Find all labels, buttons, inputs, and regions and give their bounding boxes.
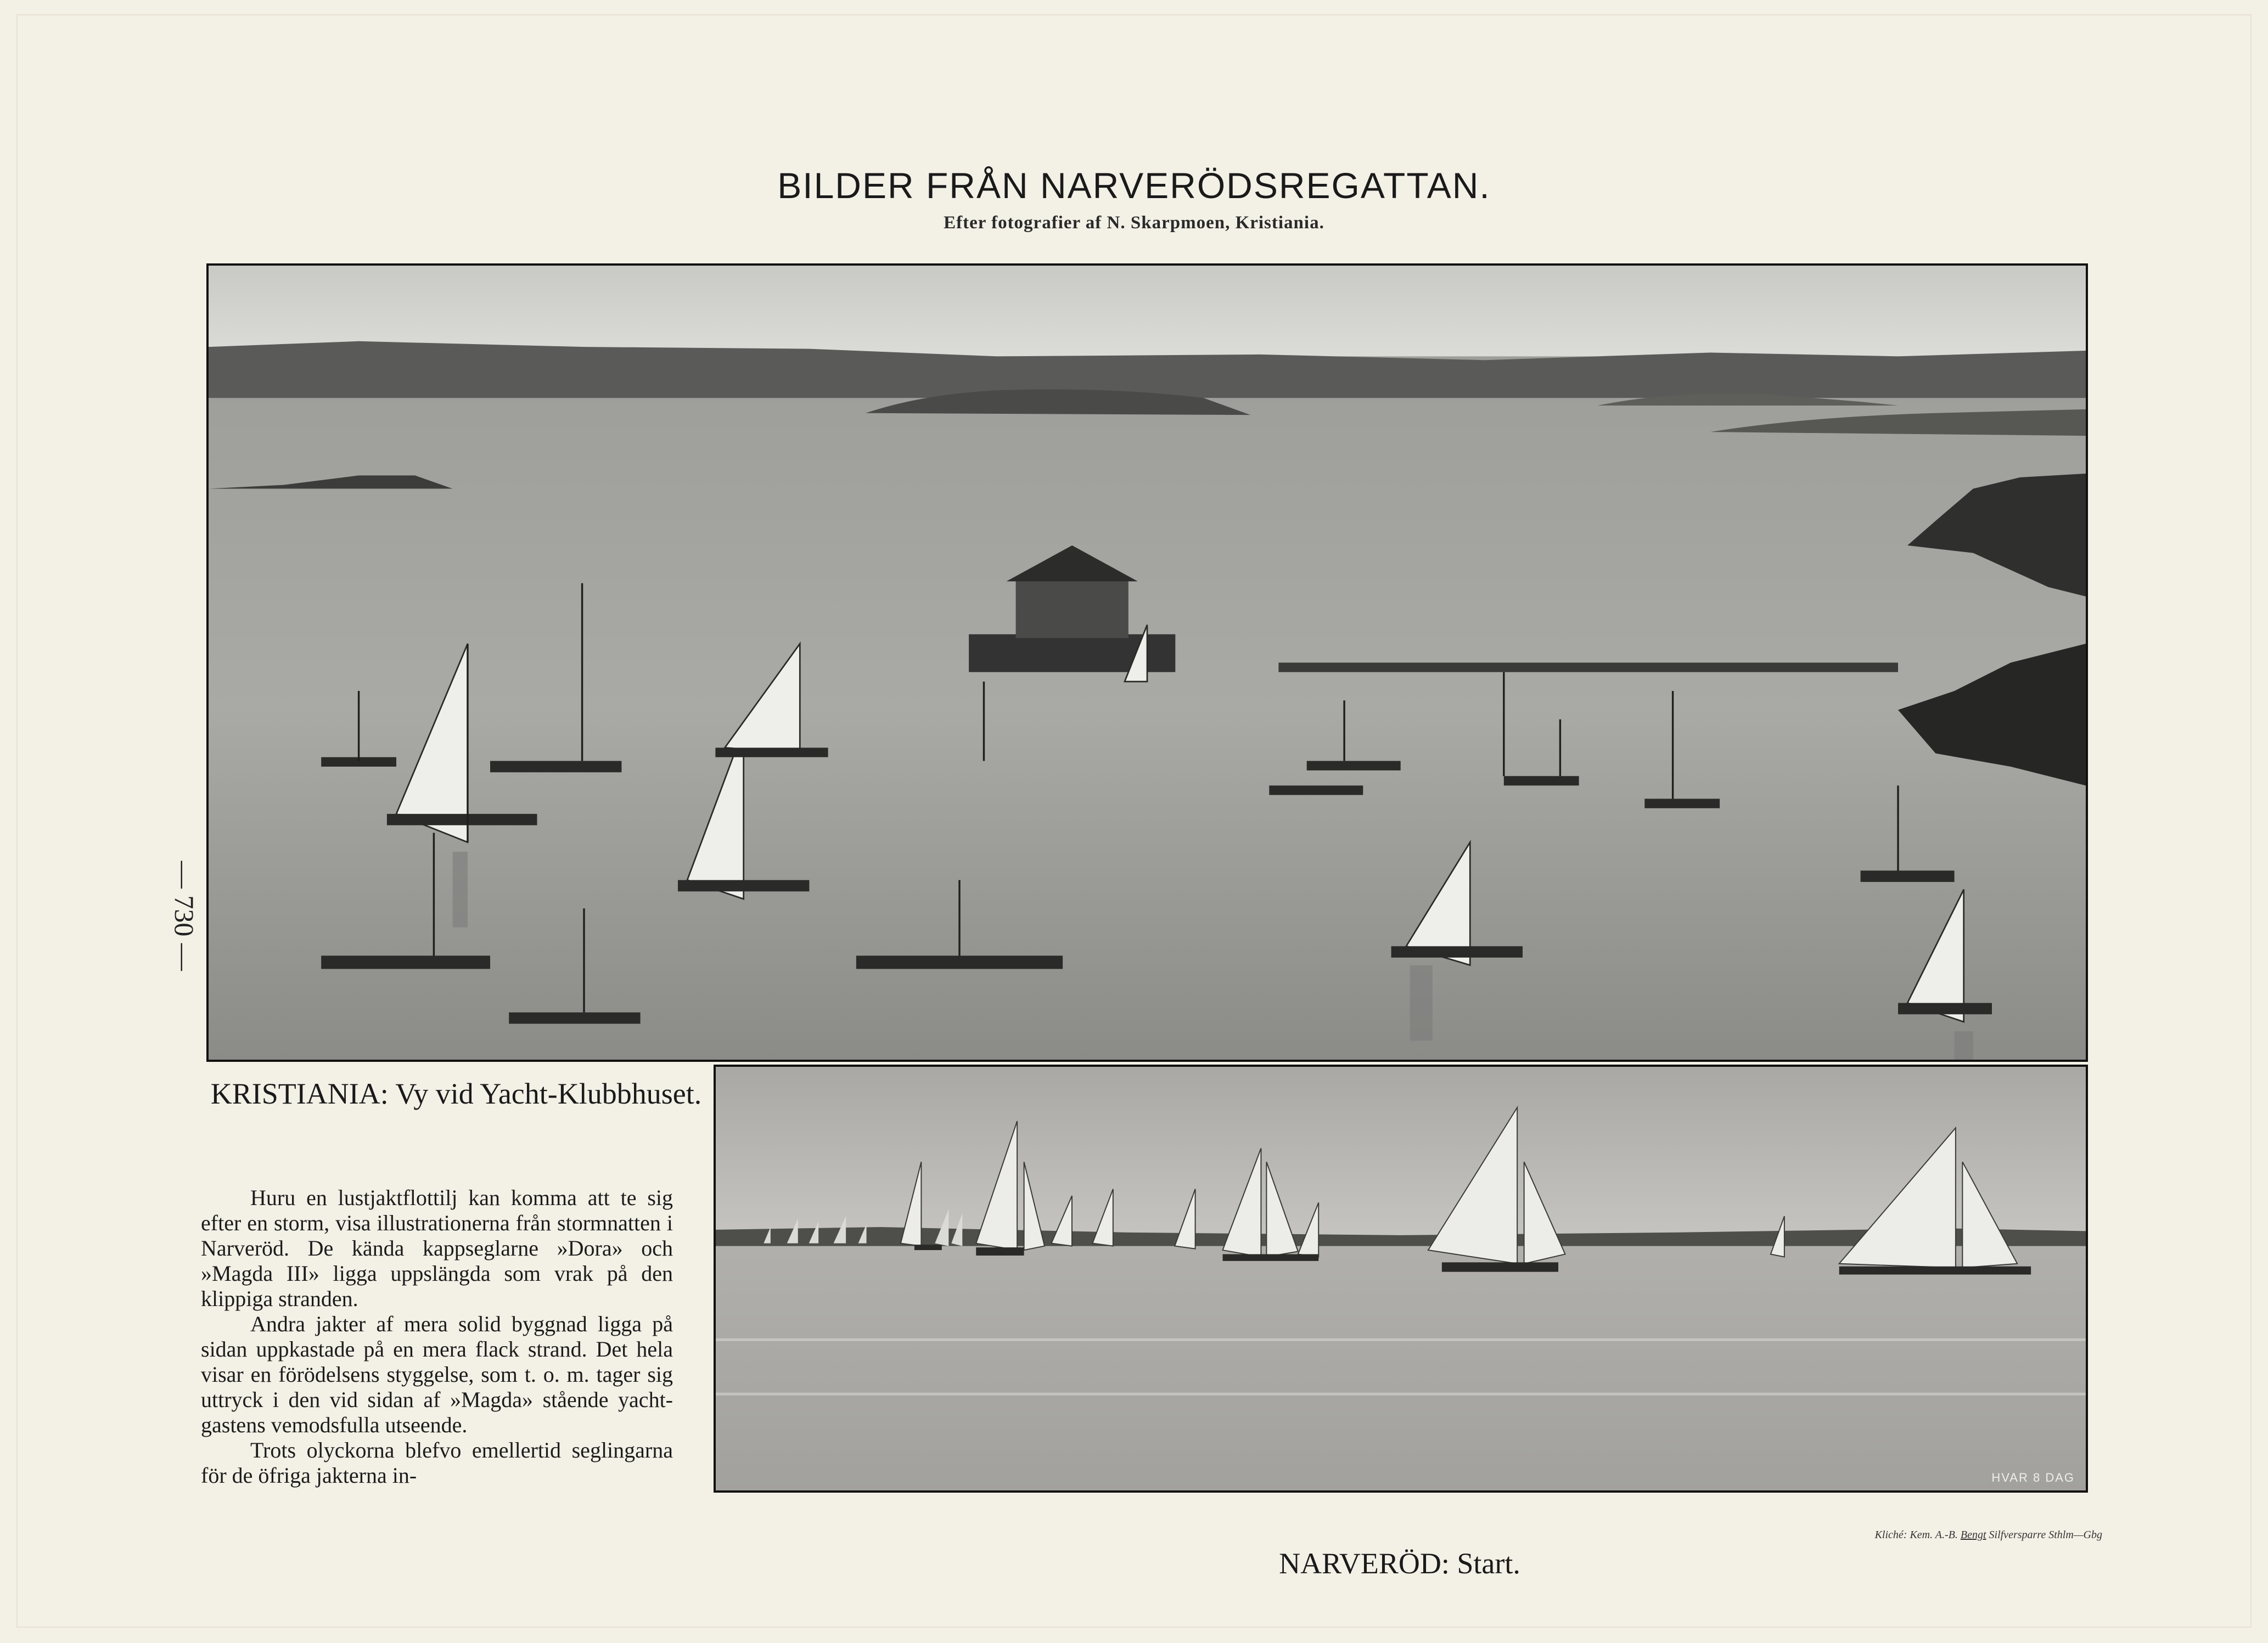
credit-name: Bengt bbox=[1960, 1529, 1986, 1541]
photo-watermark: HVAR 8 DAG bbox=[1991, 1471, 2075, 1484]
article-text bbox=[201, 1185, 673, 1488]
harbour-photo-illustration bbox=[209, 266, 2086, 1060]
page-subtitle: Efter fotografier af N. Skarpmoen, Kristiania. bbox=[944, 213, 1324, 233]
photo-regatta-start bbox=[714, 1065, 2088, 1493]
credit-prefix: Kliché: Kem. A.-B. bbox=[1874, 1529, 1958, 1541]
engraving-credit bbox=[1718, 1529, 2102, 1541]
paragraph-continuation: Trots olyckorna blefvo emellertid seglingarna för de öfriga jakterna in- bbox=[201, 1438, 673, 1488]
page-number: — 730 — bbox=[169, 861, 200, 971]
caption-yacht-club: KRISTIANIA: Vy vid Yacht-Klubbhuset. bbox=[210, 1077, 702, 1110]
photo-yacht-club-harbour bbox=[206, 263, 2088, 1062]
caption-regatta-start: NARVERÖD: Start. bbox=[1279, 1547, 1520, 1580]
paragraph-wrecks: Andra jakter af mera solid byggnad ligga på sidan uppkastade på en mera flack strand. Det hela visar en förödelsens styggelse, som t. o. m. tager sig uttryck i den vid sidan af »Magda» stående yacht-gastens vemodsfulla utseende. bbox=[201, 1312, 673, 1437]
paragraph-storm: Huru en lustjaktflottilj kan komma att te sig efter en storm, visa illustrationerna från stormnatten i Narveröd. De kända kappseglarne »Dora» och »Magda III» ligga uppslängda som vrak på den klippiga stranden. bbox=[201, 1185, 673, 1311]
regatta-photo-illustration bbox=[716, 1067, 2086, 1490]
credit-suffix: Silfversparre Sthlm—Gbg bbox=[1989, 1529, 2102, 1541]
page-title: BILDER FRÅN NARVERÖDSREGATTAN. bbox=[777, 165, 1491, 206]
